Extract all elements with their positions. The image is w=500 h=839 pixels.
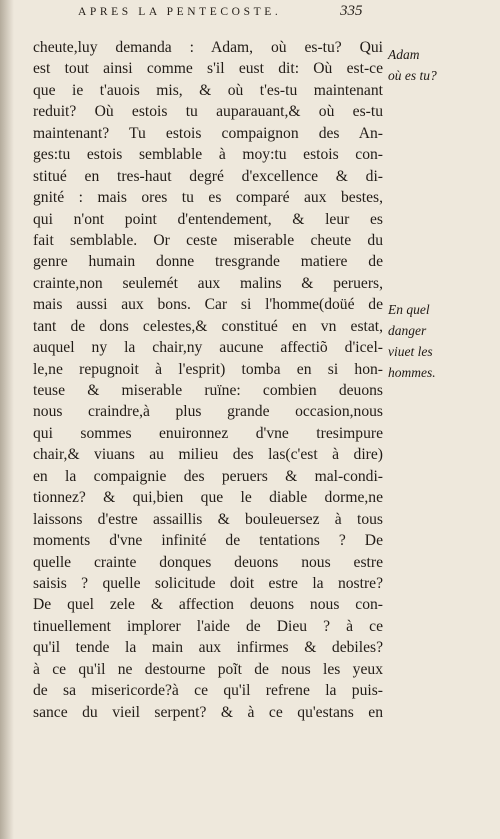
text-line: teuse & miserable ruïne: combien deuons	[33, 382, 383, 399]
text-line: tinuellement implorer l'aide de Dieu ? à ce	[33, 617, 383, 635]
text-line: De quel zele & affection deuons nous con-	[33, 596, 383, 614]
margin-note-line: viuet les	[388, 344, 433, 359]
text-line: en la compaignie des peruers & mal-condi-	[33, 467, 383, 485]
text-line: gnité : mais ores tu es comparé aux bestes,	[33, 189, 383, 207]
text-line: crainte,non seulemét aux malins & peruers,	[33, 274, 383, 292]
text-line: est tout ainsi comme s'il eust dit: Où est-ce	[33, 60, 383, 78]
running-title: APRES LA PENTECOSTE.	[78, 6, 282, 18]
margin-note-line: En quel	[388, 302, 430, 317]
text-line: mais aussi aux bons. Car si l'homme(doüé de	[33, 296, 383, 314]
text-line: fait semblable. Or ceste miserable cheute du	[33, 231, 383, 249]
text-line: ges:tu estois semblable à moy:tu estois con-	[33, 146, 383, 164]
text-line: reduit? Où estois tu auparauant,& où es-tu	[33, 103, 383, 121]
text-line: auquel ny la chair,ny aucune affectiõ d'icel-	[33, 339, 383, 357]
text-line: chair,& viuans au milieu des las(c'est à dire)	[33, 446, 383, 464]
text-line: genre humain donne tresgrande matiere de	[33, 253, 383, 271]
page-number: 335	[340, 3, 363, 19]
main-text	[33, 37, 383, 723]
margin-note-line: hommes.	[388, 365, 436, 380]
text-line: saisis ? quelle solicitude doit estre la nostre?	[33, 574, 383, 592]
text-line: qui sommes enuironnez d'vne tresimpure	[33, 424, 383, 442]
text-line: qu'il tende la main aux infirmes & debiles?	[33, 639, 383, 657]
text-line: quelle crainte donques deuons nous estre	[33, 553, 383, 571]
text-line: qui n'ont point d'entendement, & leur es	[33, 210, 383, 228]
text-line: à ce qu'il ne destourne poĩt de nous les yeux	[33, 660, 383, 678]
text-line: moments d'vne infinité de tentations ? De	[33, 532, 383, 550]
text-line: tionnez? & qui,bien que le diable dorme,ne	[33, 489, 383, 507]
margin-note-line: Adam	[388, 47, 420, 62]
text-line: le,ne repugnoit à l'esprit) tomba en si hon-	[33, 360, 383, 378]
margin-note-adam	[388, 44, 494, 86]
text-line: stitué en tres-haut degré d'excellence & di-	[33, 167, 383, 185]
margin-note-line: danger	[388, 323, 427, 338]
spine-shadow	[0, 0, 14, 839]
text-line: sance du vieil serpent? & à ce qu'estans en	[33, 703, 383, 721]
margin-note-danger	[388, 299, 494, 383]
text-line: tant de dons celestes,& constitué en vn estat,	[33, 317, 383, 335]
text-line: cheute,luy demanda : Adam, où es-tu? Qui	[33, 39, 383, 56]
text-line: nous craindre,à plus grande occasion,nous	[33, 403, 383, 421]
margin-note-line: où es tu?	[388, 68, 437, 83]
text-line: que ie t'auois mis, & où t'es-tu maintenant	[33, 81, 383, 99]
text-line: maintenant? Tu estois compaignon des An-	[33, 124, 383, 142]
text-line: laissons d'estre assaillis & bouleuersez à tous	[33, 510, 383, 528]
text-line: de sa misericorde?à ce qu'il refrene la puis-	[33, 682, 383, 700]
